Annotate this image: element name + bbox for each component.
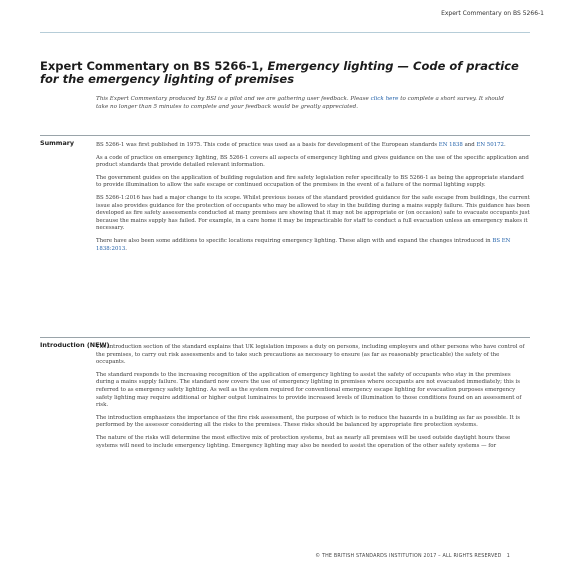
en-1838-link[interactable]: EN 1838 [438,142,463,148]
summary-paragraph: BS 5266-1:2016 has had a major change to its scope. Whilst previous issues of the standard provided guidance for the safe escape from buildings, the current issue also provides guidance for the protection of occupants who may be allowed to stay in the building during a mains supply failure. This guidance has been developed as fire safety assessments conducted at many premises are showing that it may not be appropriate or (on occasion) safe to evacuate occupants just because the mains supply has failed. For example, in a care home it may be impracticable for staff to conduct a full evacuation unless an emergency makes it necessary. [96,194,530,232]
title-italic: Emergency lighting — Code of practice for the emergency lighting of premises [40,59,519,86]
paragraph-text: BS 5266-1 was first published in 1975. This code of practice was used as a basis for development of the European standards [96,142,439,148]
introduction-paragraph: The nature of the risks will determine the most effective mix of protection systems, but as nearly all premises will be used outside daylight hours these systems will need to include emergency lighting. Emergency lighting may also be needed to assist the operation of the other safety systems — for [96,434,511,449]
survey-link[interactable]: click here [370,96,399,102]
paragraph-text: . [503,142,506,148]
feedback-note-text-end: to complete a short survey. It should take no longer than 5 minutes to complete and your feedback would be greatly appreciated. [96,96,504,110]
introduction-paragraph: The introduction emphasizes the importance of the fire risk assessment, the purpose of which is to reduce the hazards in a building as far as possible. It is performed by the assessor considering all the risks to the premises. These risks should be balanced by appropriate fire protection systems. [96,414,520,429]
introduction-section [40,337,530,455]
introduction-paragraph: The introduction section of the standard explains that UK legislation imposes a duty on persons, including employers and other persons who have control of the premises, to carry out risk assessments and to take such precautions as necessary to ensure (as far as reasonably practicable) the safety of the occupants. [96,344,525,366]
page-footer [315,554,510,559]
paragraph-text: and [462,142,477,148]
summary-paragraph: As a code of practice on emergency lighting, BS 5266-1 covers all aspects of emergency lighting and gives guidance on the use of the specific application and product standards that provide detailed relevant information. [96,154,529,169]
summary-paragraph: The government guides on the application of building regulation and fire safety legislation refer specifically to BS 5266-1 as being the appropriate standard to provide illumination to allow the safe escape or continued occupation of the premises in the event of a failure of the normal lighting supply. [96,174,524,189]
running-header: Expert Commentary on BS 5266-1 [441,10,544,17]
introduction-paragraph: The standard responds to the increasing recognition of the application of emergency lighting to assist the safety of occupants who stay in the premises during a mains supply failure. The standard now covers the use of emergency lighting in premises where occupants are not evacuated immediately; this is referred to as emergency safety lighting. As well as the system required for conventional emergency escape lighting for evacuation purposes emergency safety lighting may require additional or higher output luminaires to provide increased levels of illumination to those conditions found on an assessment of risk. [96,371,522,409]
feedback-note-text: This Expert Commentary produced by BSI is a pilot and we are gathering user feedback. Please [96,96,371,102]
document-title [40,60,540,86]
introduction-body [96,341,530,450]
summary-section [40,135,530,258]
en-50172-link[interactable]: EN 50172 [476,142,504,148]
title-main: Expert Commentary on BS 5266-1, [40,59,268,73]
section-divider [40,337,530,338]
paragraph-text: There have also been some additions to specific locations requiring emergency lighting. These align with and expand the changes introduced in [96,237,493,244]
summary-paragraph [96,238,530,253]
summary-body [96,139,530,253]
paragraph-text: . [125,245,127,252]
copyright-text: © THE BRITISH STANDARDS INSTITUTION 2017 – ALL RIGHTS RESERVED [315,554,502,559]
introduction-heading: Introduction (NEW) [40,341,110,349]
summary-heading: Summary [40,139,75,147]
feedback-note [96,95,516,111]
header-divider [40,32,530,33]
summary-paragraph [96,142,530,150]
bs-en-1838-link[interactable]: BS EN 1838:2013 [96,237,511,252]
page-number: 1 [506,554,510,559]
section-divider [40,135,530,136]
